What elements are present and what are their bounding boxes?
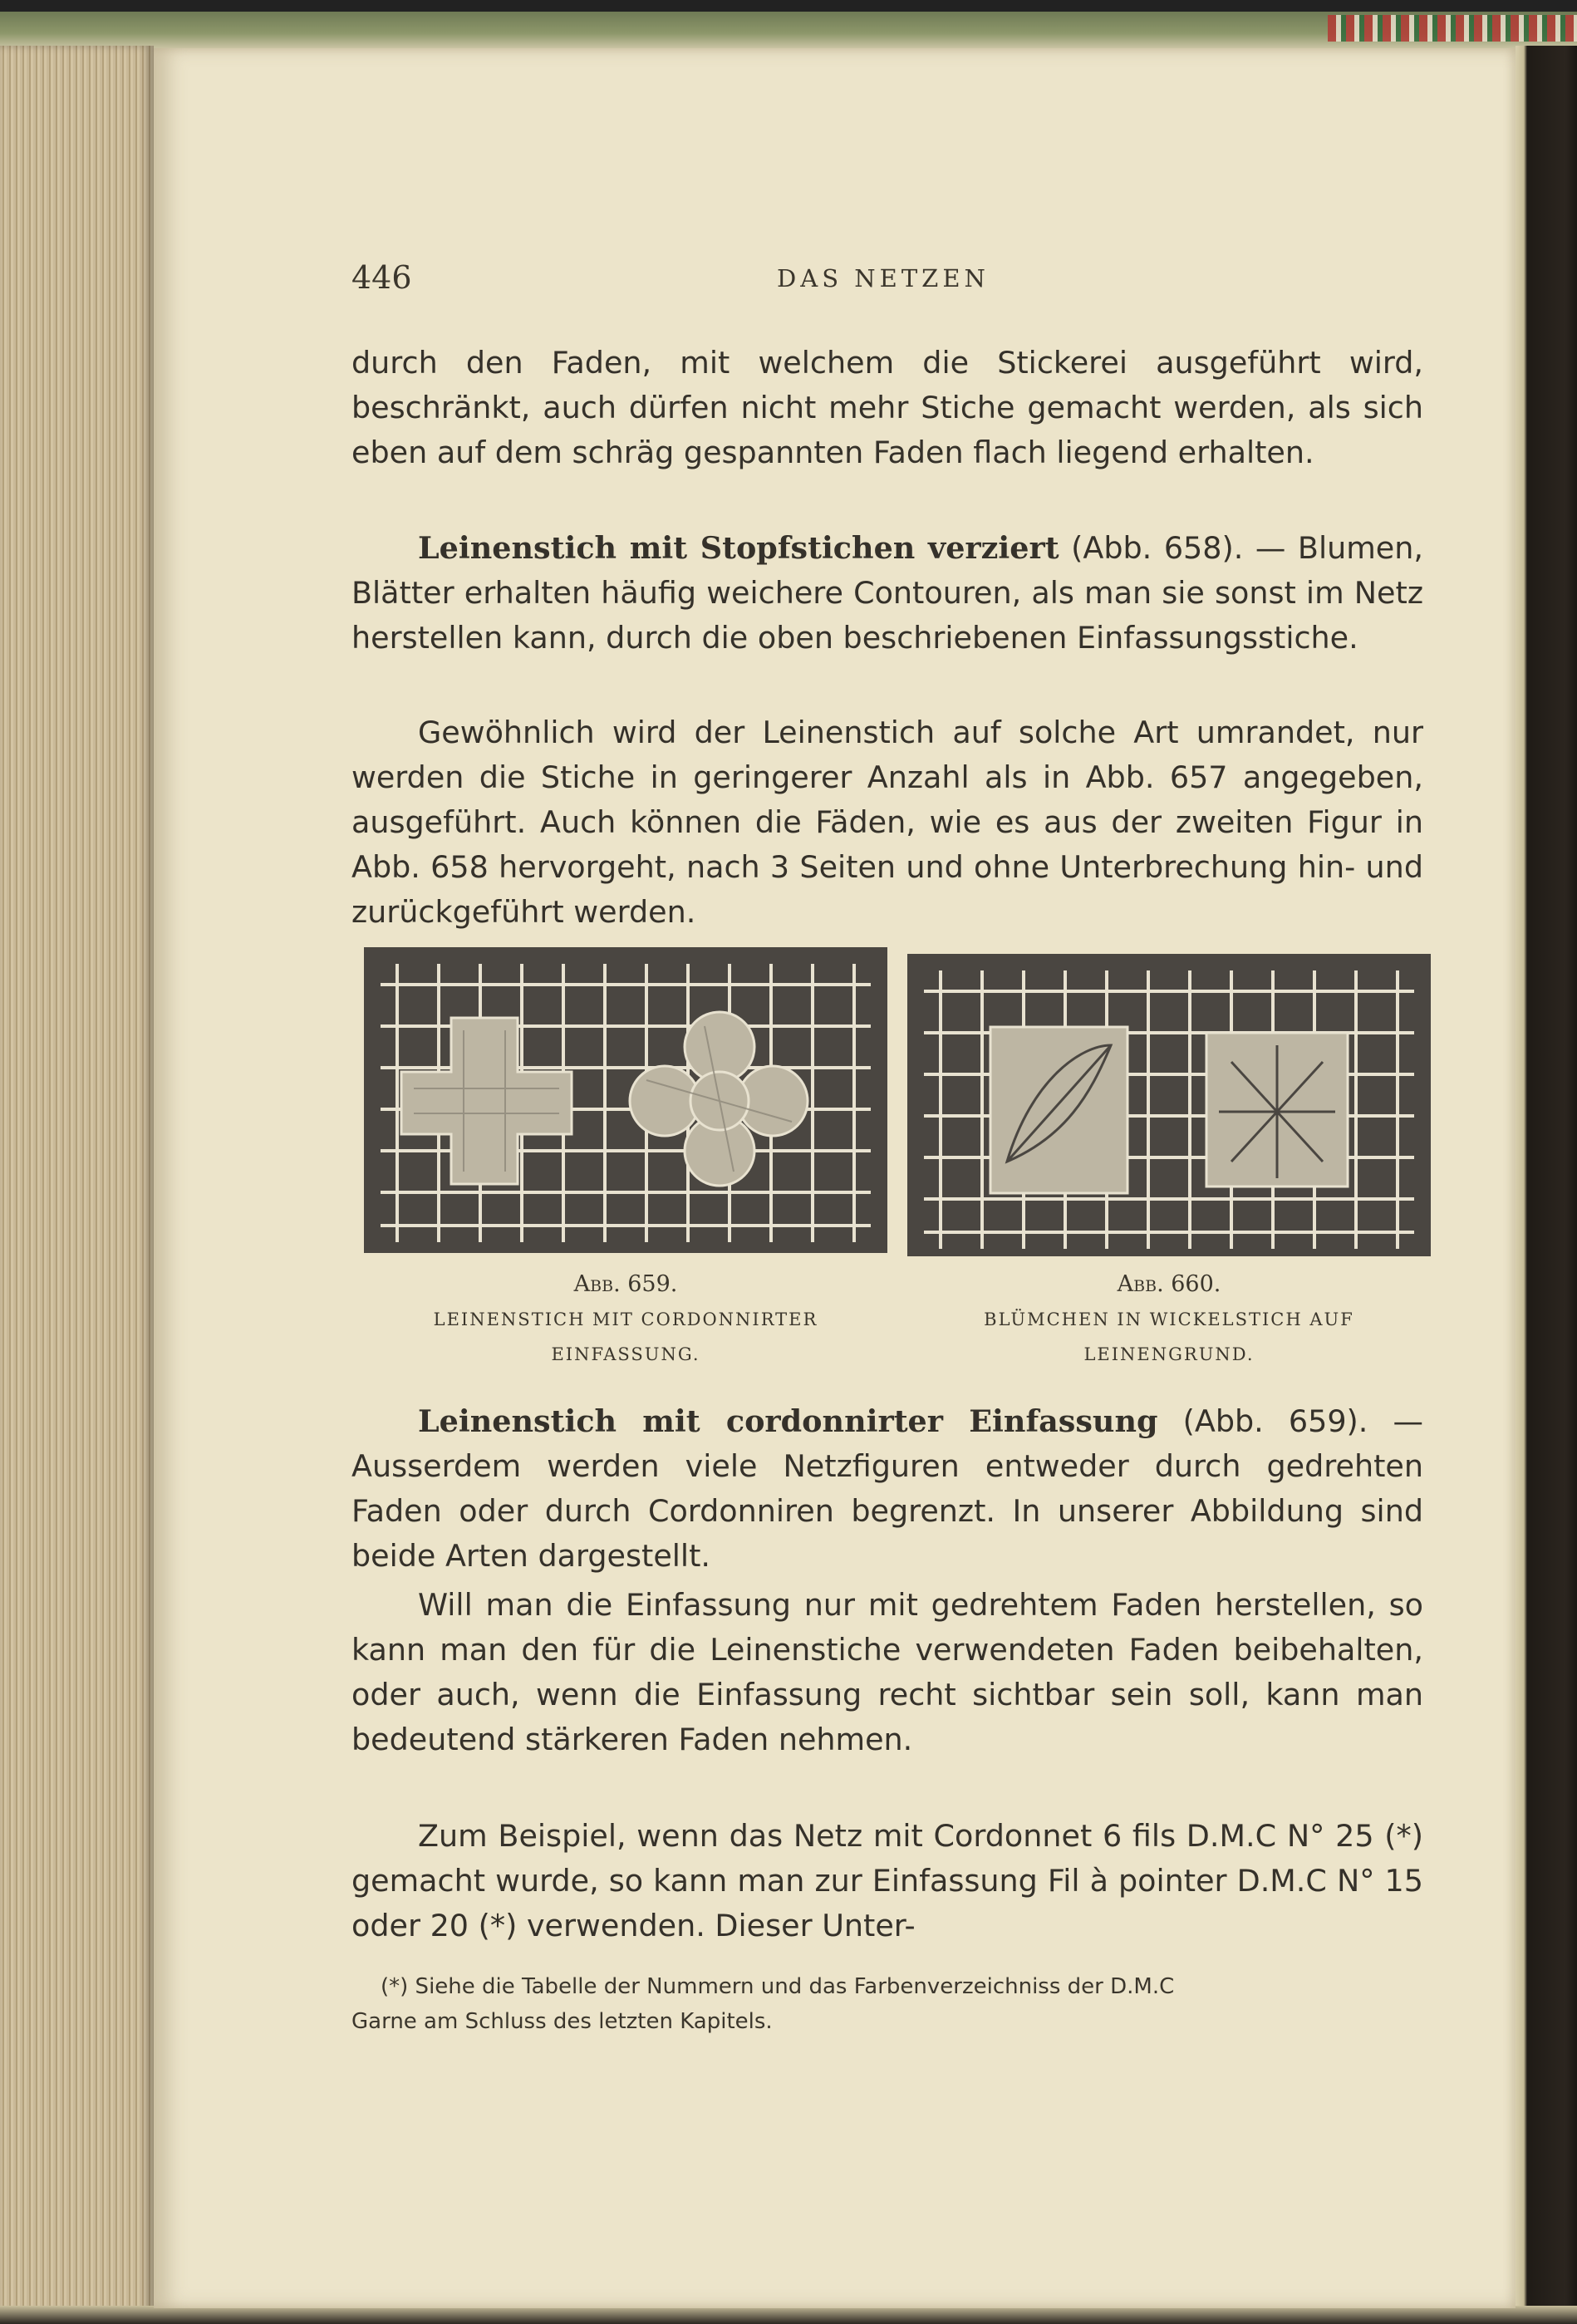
figure-660-image <box>907 954 1431 1256</box>
paragraph-6: Zum Beispiel, wenn das Netz mit Cordonnet 6 fils D.M.C N° 25 (*) gemacht wurde, so kann man zur Einfassung Fil à pointer D.M.C N° 15 oder 20 (*) verwenden. Dieser Unter- <box>351 1818 1423 1943</box>
paragraph-5: Will man die Einfassung nur mit gedrehtem Faden herstellen, so kann man den für die Leinenstiche verwendeten Faden beibehalten, oder auch, wenn die Einfassung recht sichtbar sein soll, kann man bedeutend stärkeren Faden nehmen. <box>351 1587 1423 1757</box>
figure-660-caption-line-1: BLÜMCHEN IN WICKELSTICH AUF <box>984 1309 1354 1329</box>
page-title: DAS NETZEN <box>777 264 990 292</box>
figure-659-number: Abb. 659. <box>573 1271 678 1297</box>
figure-659-caption-line-1: LEINENSTICH MIT CORDONNIRTER <box>433 1309 818 1329</box>
figure-659-caption <box>364 1267 887 1372</box>
footnote-line-2: Garne am Schluss des letzten Kapitels. <box>351 2009 773 2034</box>
figure-660-caption <box>907 1267 1431 1372</box>
net-embroidery-cross-figure <box>364 947 887 1253</box>
footnote-line-1: Siehe die Tabelle der Nummern und das Farbenverzeichniss der D.M.C <box>408 1974 1175 1999</box>
figure-660-caption-line-2: LEINENGRUND. <box>1083 1344 1255 1364</box>
book-cover-right-edge <box>1516 46 1577 2324</box>
paragraph-1: durch den Faden, mit welchem die Stickerei ausgeführt wird, beschränkt, auch dürfen nicht mehr Stiche gemacht werden, als sich eben auf dem schräg gespannten Faden flach liegend erhalten. <box>351 345 1423 470</box>
figure-659-image <box>364 947 887 1253</box>
paragraph-4 <box>351 1399 1423 1579</box>
net-embroidery-flower-figure <box>907 954 1431 1256</box>
figure-660-number: Abb. 660. <box>1117 1271 1221 1297</box>
section-heading-stopfstichen: Leinenstich mit Stopfstichen verziert <box>418 530 1059 566</box>
footnote <box>351 1969 1427 2039</box>
book-cover-bottom-edge <box>0 2306 1577 2324</box>
figure-659-caption-line-2: EINFASSUNG. <box>551 1344 700 1364</box>
footnote-marker: (*) <box>381 1974 409 1999</box>
page-number: 446 <box>351 259 412 296</box>
bookmark-ribbon <box>1328 15 1577 42</box>
stacked-page-edges <box>0 46 154 2324</box>
paragraph-4-body: (Abb. 659). — Ausserdem werden viele Netzfiguren entweder durch gedrehten Faden oder durch Cordonniren begrenzt. In unserer Abbildung sind beide Arten dargestellt. <box>351 1403 1423 1574</box>
paragraph-2-body: (Abb. 658). — Blumen, Blätter erhalten häufig weichere Contouren, als man sie sonst im Netz herstellen kann, durch die oben beschriebenen Einfassungsstiche. <box>351 530 1423 656</box>
paragraph-3: Gewöhnlich wird der Leinenstich auf solche Art umrandet, nur werden die Stiche in geringerer Anzahl als in Abb. 657 angegeben, ausgeführt. Auch können die Fäden, wie es aus der zweiten Figur in Abb. 658 hervorgeht, nach 3 Seiten und ohne Unterbrechung hin- und zurückgeführt werden. <box>351 715 1423 930</box>
running-head <box>351 249 1432 299</box>
paragraph-2 <box>351 526 1423 661</box>
section-heading-cordonnirter: Leinenstich mit cordonnirter Einfassung <box>418 1403 1158 1439</box>
